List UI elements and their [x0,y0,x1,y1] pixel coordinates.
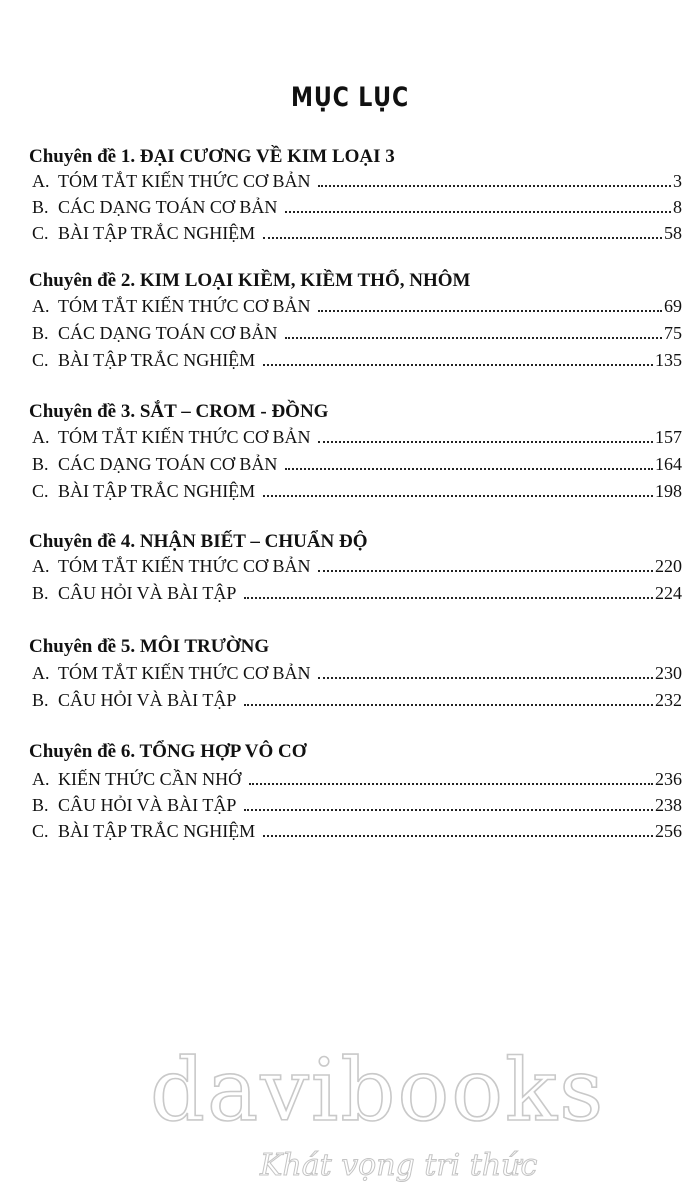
entry-label: BÀI TẬP TRẮC NGHIỆM [58,350,256,370]
chapter-heading: Chuyên đề 3. SẮT – CROM - ĐỒNG [29,401,329,422]
toc-entry[interactable] [30,347,682,371]
dot-leader [285,468,653,470]
entry-letter: B. [32,197,49,217]
entry-page-number: 232 [655,690,682,710]
dot-leader [318,185,671,187]
entry-label: CÂU HỎI VÀ BÀI TẬP [58,795,237,815]
entry-letter: A. [32,296,50,316]
entry-page-number: 224 [655,583,682,603]
dot-leader [263,237,662,239]
entry-letter: B. [32,323,49,343]
page-title: MỤC LỤC [290,82,410,113]
dot-leader [318,310,662,312]
dot-leader [244,704,653,706]
entry-page-number: 164 [655,454,682,474]
entry-label: TÓM TẮT KIẾN THỨC CƠ BẢN [58,556,311,576]
entry-letter: A. [32,769,50,789]
dot-leader [244,597,653,599]
dot-leader [249,783,653,785]
toc-entry[interactable] [30,168,682,192]
toc-entry[interactable] [30,553,682,577]
toc-entry[interactable] [30,478,682,502]
dot-leader [263,364,653,366]
entry-page-number: 69 [664,296,682,316]
dot-leader [318,677,653,679]
chapter-heading: Chuyên đề 6. TỔNG HỢP VÔ CƠ [29,741,307,762]
toc-entry[interactable] [30,451,682,475]
entry-letter: B. [32,690,49,710]
chapter-heading: Chuyên đề 5. MÔI TRƯỜNG [29,636,270,657]
entry-label: TÓM TẮT KIẾN THỨC CƠ BẢN [58,663,311,683]
entry-label: CÁC DẠNG TOÁN CƠ BẢN [58,197,278,217]
entry-label: BÀI TẬP TRẮC NGHIỆM [58,223,256,243]
entry-page-number: 236 [655,769,682,789]
toc-entry[interactable] [30,293,682,317]
entry-letter: C. [32,350,49,370]
entry-label: CÁC DẠNG TOÁN CƠ BẢN [58,323,278,343]
entry-letter: B. [32,795,49,815]
toc-entry[interactable] [30,194,682,218]
toc-entry[interactable] [30,220,682,244]
dot-leader [263,835,653,837]
entry-letter: B. [32,583,49,603]
entry-page-number: 58 [664,223,682,243]
entry-page-number: 157 [655,427,682,447]
entry-page-number: 75 [664,323,682,343]
chapter-heading: Chuyên đề 4. NHẬN BIẾT – CHUẨN ĐỘ [29,531,368,552]
entry-page-number: 198 [655,481,682,501]
toc-entry[interactable] [30,766,682,790]
toc-entry[interactable] [30,320,682,344]
watermark-brand: davibooks [150,1041,606,1141]
toc-entry[interactable] [30,818,682,842]
entry-label: CÁC DẠNG TOÁN CƠ BẢN [58,454,278,474]
entry-letter: A. [32,171,50,191]
entry-label: TÓM TẮT KIẾN THỨC CƠ BẢN [58,296,311,316]
toc-entry[interactable] [30,424,682,448]
dot-leader [318,570,653,572]
dot-leader [285,211,671,213]
entry-label: CÂU HỎI VÀ BÀI TẬP [58,690,237,710]
entry-letter: A. [32,663,50,683]
entry-label: BÀI TẬP TRẮC NGHIỆM [58,821,256,841]
entry-page-number: 256 [655,821,682,841]
toc-entry[interactable] [30,660,682,684]
entry-page-number: 135 [655,350,682,370]
dot-leader [263,495,653,497]
dot-leader [285,337,662,339]
entry-label: BÀI TẬP TRẮC NGHIỆM [58,481,256,501]
dot-leader [244,809,653,811]
watermark-slogan: Khát vọng tri thức [260,1148,538,1183]
chapter-heading: Chuyên đề 1. ĐẠI CƯƠNG VỀ KIM LOẠI 3 [29,146,395,167]
entry-label: CÂU HỎI VÀ BÀI TẬP [58,583,237,603]
entry-letter: C. [32,223,49,243]
entry-label: TÓM TẮT KIẾN THỨC CƠ BẢN [58,427,311,447]
toc-entry[interactable] [30,687,682,711]
entry-letter: B. [32,454,49,474]
toc-entry[interactable] [30,580,682,604]
entry-page-number: 230 [655,663,682,683]
entry-page-number: 238 [655,795,682,815]
entry-page-number: 8 [673,197,682,217]
entry-letter: A. [32,556,50,576]
entry-page-number: 220 [655,556,682,576]
dot-leader [318,441,653,443]
toc-entry[interactable] [30,792,682,816]
chapter-heading: Chuyên đề 2. KIM LOẠI KIỀM, KIỀM THỔ, NHÔM [29,270,471,291]
entry-letter: C. [32,821,49,841]
entry-letter: C. [32,481,49,501]
watermark-logo [150,1041,670,1183]
entry-page-number: 3 [673,171,682,191]
entry-letter: A. [32,427,50,447]
entry-label: KIẾN THỨC CẦN NHỚ [58,769,242,789]
entry-label: TÓM TẮT KIẾN THỨC CƠ BẢN [58,171,311,191]
